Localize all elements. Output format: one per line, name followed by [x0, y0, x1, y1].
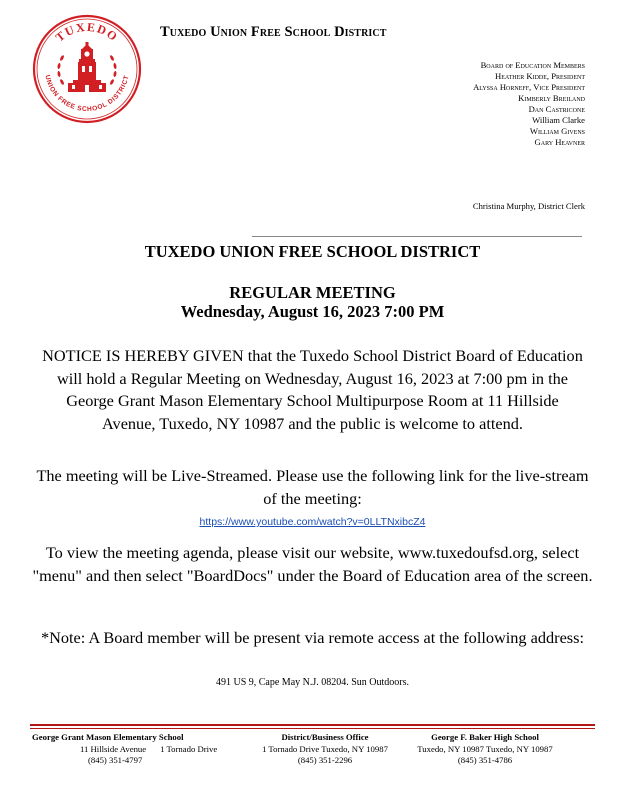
notice-title: TUXEDO UNION FREE SCHOOL DISTRICT [144, 242, 481, 261]
agenda-paragraph: To view the meeting agenda, please visit our website, www.tuxedoufsd.org, select "menu" and then select "BoardDocs" under the Board of Education area of the screen. [32, 543, 593, 585]
header-divider [252, 236, 582, 237]
footer-district-office [250, 732, 400, 767]
letterhead-district-name: Tuxedo Union Free School District [160, 24, 387, 40]
footer-high-school [395, 732, 575, 767]
board-member: William Givens [529, 126, 585, 136]
board-heading: Board of Education Members [480, 60, 585, 70]
svg-text:TUXEDO [53, 20, 121, 45]
livestream-paragraph: The meeting will be Live-Streamed. Please use the following link for the live-stream of the meeting: [36, 466, 589, 508]
board-member: William Clarke [532, 115, 585, 125]
district-seal-logo [32, 14, 142, 124]
board-member: Heather Kidde, President [495, 71, 585, 81]
board-members-list [473, 60, 585, 148]
seal-bottom-text: UNION FREE SCHOOL DISTRICT [43, 74, 131, 114]
meeting-date: Wednesday, August 16, 2023 7:00 PM [180, 302, 445, 321]
footer-divider-thin [30, 728, 595, 729]
remote-note: *Note: A Board member will be present via remote access at the following address: [40, 628, 584, 647]
board-member: Dan Castricone [528, 104, 585, 114]
footer-address: Tuxedo, NY 10987 Tuxedo, NY 10987 [417, 743, 553, 754]
footer-divider [30, 724, 595, 726]
footer-address: 1 Tornado Drive Tuxedo, NY 10987 [262, 743, 388, 754]
footer-school-name: George Grant Mason Elementary School [32, 732, 184, 742]
footer-school-name: George F. Baker High School [431, 732, 539, 742]
seal-top-text: TUXEDO [52, 19, 122, 45]
meeting-type: REGULAR MEETING [229, 283, 396, 302]
footer-phone: (845) 351-2296 [297, 755, 353, 765]
livestream-link[interactable]: https://www.youtube.com/watch?v=0LLTNxibcZ4 [199, 516, 426, 528]
district-clerk: Christina Murphy, District Clerk [472, 201, 585, 211]
board-member: Kimberly Breiland [518, 93, 585, 103]
notice-paragraph: NOTICE IS HEREBY GIVEN that the Tuxedo School District Board of Education will hold a Regular Meeting on Wednesday, August 16, 2023 at 7:00 pm in the George Grant Mason Elementary School Multipurpose Room at 11 Hillside Avenue, Tuxedo, NY 10987 and the public is welcome to attend. [42, 346, 583, 433]
footer-elementary-school [32, 732, 232, 767]
footer-address: 11 Hillside Avenue [80, 743, 147, 754]
remote-address: 491 US 9, Cape May N.J. 08204. Sun Outdoors. [215, 677, 410, 688]
footer-office-name: District/Business Office [281, 732, 369, 742]
footer-address: 1 Tornado Drive [160, 743, 218, 754]
board-member: Gary Heavner [534, 137, 585, 147]
footer-phone: (845) 351-4786 [457, 755, 513, 765]
board-member: Alyssa Horneff, Vice President [473, 82, 585, 92]
footer-phone: (845) 351-4797 [88, 755, 143, 765]
